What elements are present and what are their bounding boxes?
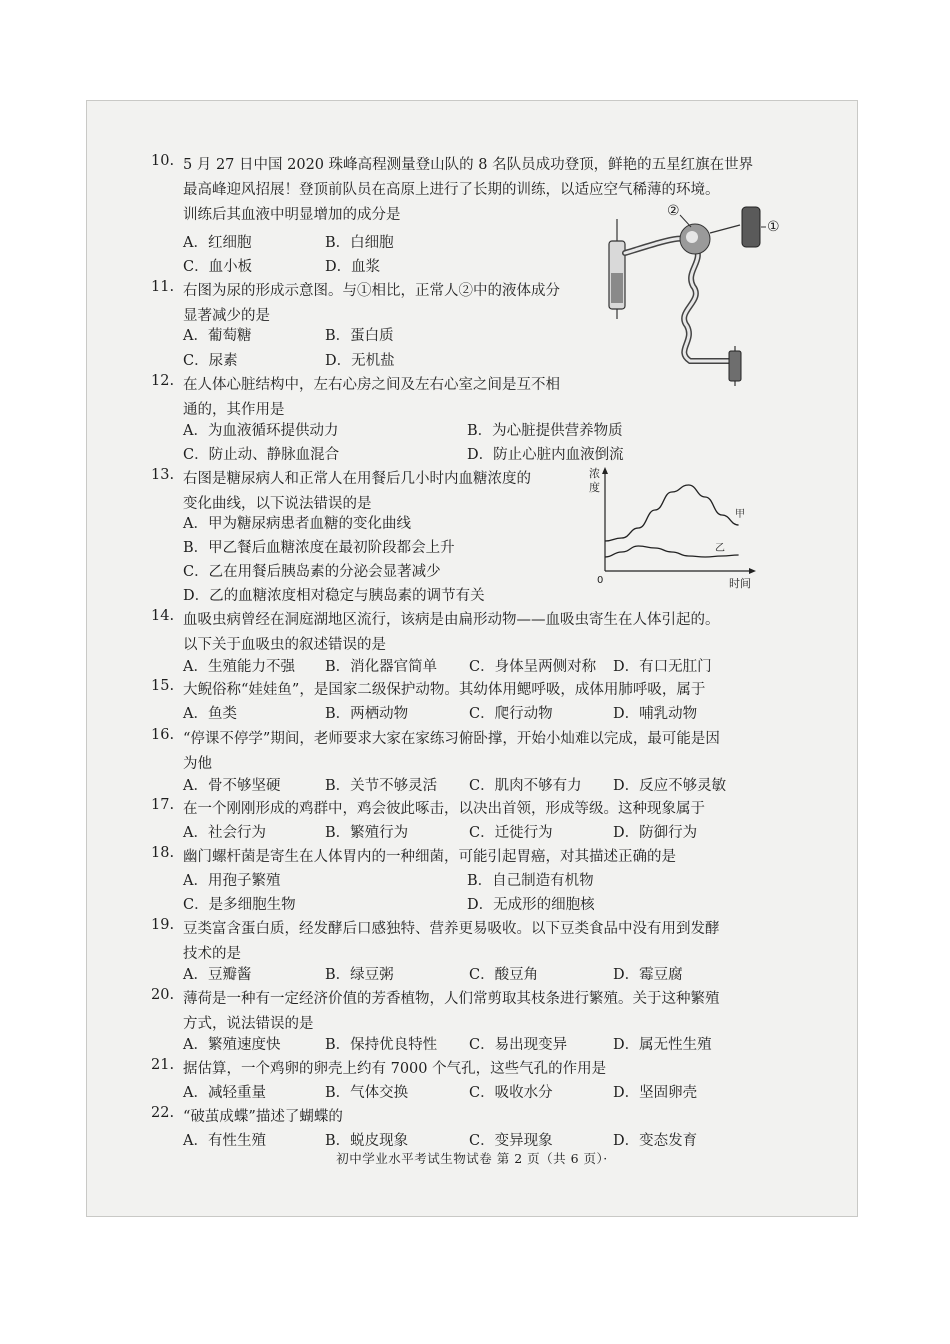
answer-option: C．酸豆角 (469, 967, 539, 983)
answer-option: D．反应不够灵敏 (613, 778, 727, 794)
answer-option: A．社会行为 (183, 825, 266, 841)
label-2: ② (667, 203, 680, 219)
answer-option: C．血小板 (183, 259, 253, 275)
answer-option: C．易出现变异 (469, 1037, 568, 1053)
answer-option: D．无成形的细胞核 (467, 897, 595, 913)
question-number: 19. (151, 917, 175, 933)
answer-option: B．气体交换 (325, 1085, 409, 1101)
curve-jia-label: 甲 (735, 509, 745, 520)
question-number: 10. (151, 153, 175, 169)
answer-option: D．哺乳动物 (613, 706, 698, 722)
curve-yi-label: 乙 (715, 543, 725, 554)
question-stem-line: 显著减少的是 (183, 308, 270, 324)
answer-option: A．甲为糖尿病患者血糖的变化曲线 (183, 516, 411, 532)
question-number: 12. (151, 373, 175, 389)
question-stem-line: 幽门螺杆菌是寄生在人体胃内的一种细菌，可能引起胃癌，对其描述正确的是 (183, 849, 676, 865)
answer-option: D．坚固卵壳 (613, 1085, 698, 1101)
answer-option: B．为心脏提供营养物质 (467, 423, 623, 439)
question-number: 18. (151, 845, 175, 861)
answer-option: D．变态发育 (613, 1133, 698, 1149)
answer-option: A．豆瓣酱 (183, 967, 252, 983)
answer-option: D．防止心脏内血液倒流 (467, 447, 624, 463)
curve-jia (605, 485, 739, 541)
question-number: 16. (151, 727, 175, 743)
question-stem-line: 血吸虫病曾经在洞庭湖地区流行，该病是由扁形动物——血吸虫寄生在人体引起的。 (183, 612, 720, 628)
answer-option: D．有口无肛门 (613, 659, 712, 675)
answer-option: B．保持优良特性 (325, 1037, 438, 1053)
answer-option: B．自己制造有机物 (467, 873, 594, 889)
exam-page (86, 100, 858, 1217)
question-number: 22. (151, 1105, 175, 1121)
question-stem-line: 以下关于血吸虫的叙述错误的是 (183, 637, 386, 653)
answer-option: C．变异现象 (469, 1133, 553, 1149)
answer-option: A．骨不够坚硬 (183, 778, 281, 794)
y-label-char-1: 浓 (589, 467, 600, 480)
answer-option: B．繁殖行为 (325, 825, 409, 841)
label-1: ① (767, 219, 780, 235)
question-number: 11. (151, 279, 175, 295)
answer-option: B．甲乙餐后血糖浓度在最初阶段都会上升 (183, 540, 455, 556)
answer-option: D．防御行为 (613, 825, 698, 841)
answer-option: C．吸收水分 (469, 1085, 553, 1101)
answer-option: B．蜕皮现象 (325, 1133, 409, 1149)
answer-option: D．霉豆腐 (613, 967, 683, 983)
answer-option: A．有性生殖 (183, 1133, 266, 1149)
answer-option: A．繁殖速度快 (183, 1037, 281, 1053)
x-axis-label: 时间 (729, 577, 751, 590)
answer-option: A．生殖能力不强 (183, 659, 295, 675)
question-number: 21. (151, 1057, 175, 1073)
question-stem-line: 最高峰迎风招展！登顶前队员在高原上进行了长期的训练，以适应空气稀薄的环境。 (183, 182, 720, 198)
question-stem-line: 训练后其血液中明显增加的成分是 (183, 207, 401, 223)
question-stem-line: 为他 (183, 756, 212, 772)
answer-option: A．用孢子繁殖 (183, 873, 281, 889)
question-stem-line: 大鲵俗称“娃娃鱼”，是国家二级保护动物。其幼体用鳃呼吸，成体用肺呼吸，属于 (183, 682, 706, 698)
answer-option: B．两栖动物 (325, 706, 409, 722)
answer-option: A．葡萄糖 (183, 328, 252, 344)
answer-option: C．肌肉不够有力 (469, 778, 582, 794)
question-number: 20. (151, 987, 175, 1003)
answer-option: C．乙在用餐后胰岛素的分泌会显著减少 (183, 564, 441, 580)
question-stem-line: 在人体心脏结构中，左右心房之间及左右心室之间是互不相 (183, 377, 560, 393)
answer-option: D．血浆 (325, 259, 381, 275)
answer-option: B．关节不够灵活 (325, 778, 438, 794)
urine-formation-figure (595, 201, 790, 391)
answer-option: C．爬行动物 (469, 706, 553, 722)
question-stem-line: 在一个刚刚形成的鸡群中，鸡会彼此啄击，以决出首领，形成等级。这种现象属于 (183, 801, 705, 817)
answer-option: D．无机盐 (325, 353, 395, 369)
answer-option: A．为血液循环提供动力 (183, 423, 339, 439)
question-stem-line: “破茧成蝶”描述了蝴蝶的 (183, 1109, 343, 1125)
answer-option: C．身体呈两侧对称 (469, 659, 597, 675)
blood-glucose-chart (587, 463, 762, 593)
answer-option: C．防止动、静脉血混合 (183, 447, 340, 463)
answer-option: A．减轻重量 (183, 1085, 266, 1101)
answer-option: C．尿素 (183, 353, 238, 369)
answer-option: B．绿豆粥 (325, 967, 394, 983)
y-label-char-2: 度 (589, 481, 600, 494)
question-stem-line: “停课不停学”期间，老师要求大家在家练习俯卧撑，开始小灿难以完成，最可能是因 (183, 731, 720, 747)
answer-option: D．属无性生殖 (613, 1037, 712, 1053)
question-stem-line: 右图为尿的形成示意图。与①相比，正常人②中的液体成分 (183, 283, 560, 299)
question-number: 15. (151, 678, 175, 694)
answer-option: B．消化器官简单 (325, 659, 438, 675)
question-stem-line: 薄荷是一种有一定经济价值的芳香植物，人们常剪取其枝条进行繁殖。关于这种繁殖 (183, 991, 720, 1007)
origin-label: 0 (597, 575, 604, 586)
question-stem-line: 方式，说法错误的是 (183, 1016, 314, 1032)
page-footer: 初中学业水平考试生物试卷 第 2 页（共 6 页）· (336, 1151, 608, 1166)
question-stem-line: 通的，其作用是 (183, 402, 285, 418)
question-stem-line: 右图是糖尿病人和正常人在用餐后几小时内血糖浓度的 (183, 471, 531, 487)
question-stem-line: 豆类富含蛋白质，经发酵后口感独特、营养更易吸收。以下豆类食品中没有用到发酵 (183, 921, 720, 937)
question-stem-line: 变化曲线，以下说法错误的是 (183, 496, 372, 512)
question-stem-line: 5 月 27 日中国 2020 珠峰高程测量登山队的 8 名队员成功登顶，鲜艳的五星红旗在世界 (183, 157, 754, 173)
question-stem-line: 技术的是 (183, 946, 241, 962)
answer-option: A．红细胞 (183, 235, 252, 251)
answer-option: D．乙的血糖浓度相对稳定与胰岛素的调节有关 (183, 588, 485, 604)
answer-option: C．迁徙行为 (469, 825, 553, 841)
answer-option: B．白细胞 (325, 235, 394, 251)
question-number: 17. (151, 797, 175, 813)
question-number: 14. (151, 608, 175, 624)
question-stem-line: 据估算，一个鸡卵的卵壳上约有 7000 个气孔，这些气孔的作用是 (183, 1061, 607, 1077)
question-number: 13. (151, 467, 175, 483)
answer-option: A．鱼类 (183, 706, 237, 722)
answer-option: B．蛋白质 (325, 328, 394, 344)
answer-option: C．是多细胞生物 (183, 897, 296, 913)
